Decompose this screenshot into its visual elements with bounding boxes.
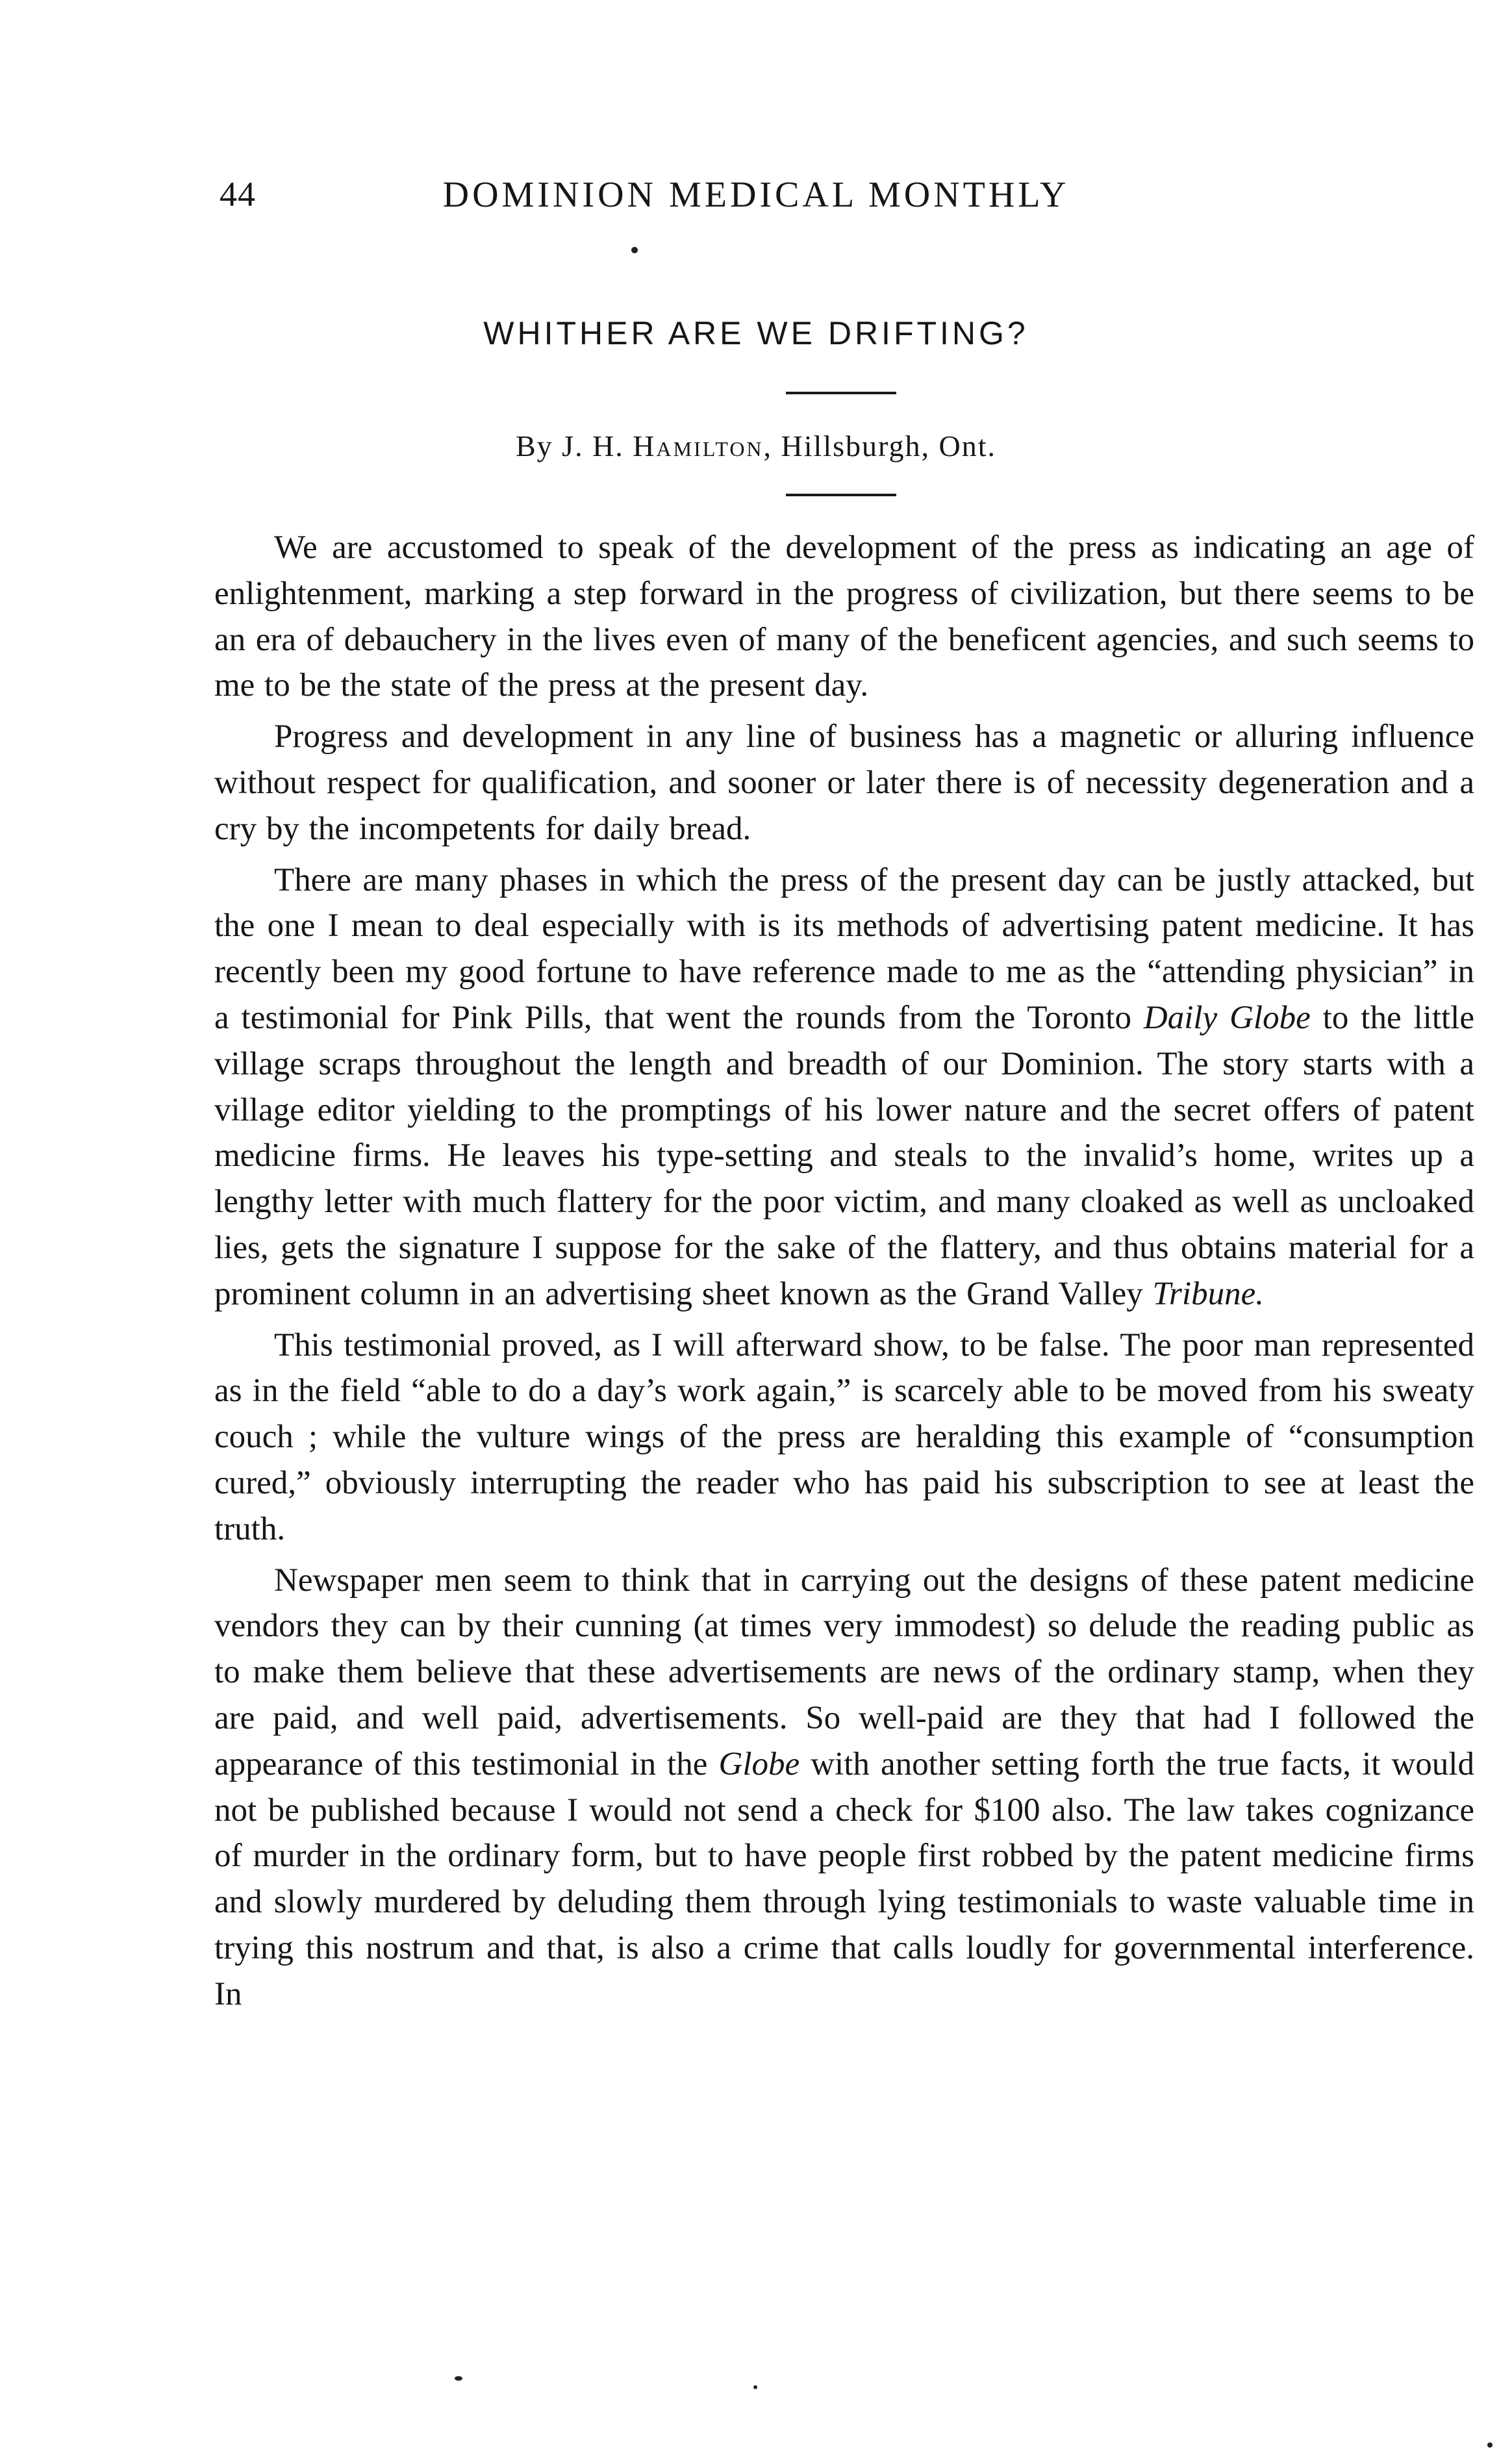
ink-speck xyxy=(455,2376,462,2381)
ink-speck xyxy=(753,2385,757,2389)
paragraph-1: We are accustomed to speak of the development of the press as indicating an age of enlightenment, marking a step forward in the progress of civilization, but there seems to be an era of debauchery in the lives even of many of the beneficent agencies, and such seems to me to be the state of the press at the present day. xyxy=(214,529,1474,704)
running-head: DOMINION MEDICAL MONTHLY xyxy=(442,175,1070,215)
article-body xyxy=(214,525,1474,2023)
newspaper-title-globe: Globe xyxy=(718,1745,800,1782)
byline-prefix: By J. H. xyxy=(515,429,624,462)
paragraph-3 xyxy=(214,857,1474,1317)
paragraph-2: Progress and development in any line of business has a magnetic or alluring influence without respect for qualification, and sooner or later there is of necessity degeneration and a cry by the incompetents for daily bread. xyxy=(214,718,1474,847)
newspaper-title-tribune: Tribune. xyxy=(1152,1275,1264,1312)
author-surname: Hamilton xyxy=(633,429,764,462)
newspaper-title-daily-globe: Daily Globe xyxy=(1143,999,1311,1036)
byline xyxy=(0,429,1512,463)
paragraph-4: This testimonial proved, as I will afterward show, to be false. The poor man represented as in the field “able to do a day’s work again,” is scarcely able to be moved from his sweaty couch ; while the vulture wings of the press are heralding this example of “consumption cured,” obviously interrupting the reader who has paid his subscription to see at least the truth. xyxy=(214,1326,1474,1547)
article-title: WHITHER ARE WE DRIFTING? xyxy=(483,315,1029,351)
author-location: , Hillsburgh, Ont. xyxy=(763,429,996,462)
paragraph-5-part-1: Newspaper men seem to think that in carrying out the designs of these patent medicine vendors they can by their cunning (at times very immodest) so delude the reading public as to make them believe that these advertisements are news of the ordinary stamp, when they are paid, and well paid, advertisements. So well-paid are they that had I followed the appearance of this testimonial in the xyxy=(214,1562,1474,1782)
paragraph-5 xyxy=(214,1558,1474,2018)
paragraph-3-part-2: to the little village scraps throughout the length and breadth of our Dominion. The story starts with a village editor yielding to the promptings of his lower nature and the secret offers of patent medicine firms. He leaves his type-setting and steals to the invalid’s home, writes up a lengthy letter with much flattery for the poor victim, and many cloaked as well as uncloaked lies, gets the signature I suppose for the sake of the flattery, and thus obtains material for a prominent column in an advertising sheet known as the Grand Valley xyxy=(214,999,1474,1312)
page-number: 44 xyxy=(220,175,256,214)
title-rule xyxy=(786,392,896,394)
byline-rule xyxy=(786,494,896,496)
paragraph-5-part-2: with another setting forth the true facts, it would not be published because I would not send a check for $100 also. The law takes cognizance of murder in the ordinary form, but to have people first robbed by the patent medicine firms and slowly murdered by deluding them through lying testimonials to waste valuable time in trying this nostrum and that, is also a crime that calls loudly for governmental interference. In xyxy=(214,1745,1474,2012)
paragraph-3-part-1: There are many phases in which the press of the present day can be justly attacked, but the one I mean to deal especially with is its methods of advertising patent medicine. It has recently been my good fortune to have reference made to me as the “attending physician” in a testimonial for Pink Pills, that went the rounds from the Toronto xyxy=(214,861,1474,1036)
ink-speck xyxy=(631,247,638,253)
ink-speck xyxy=(1487,2442,1493,2448)
